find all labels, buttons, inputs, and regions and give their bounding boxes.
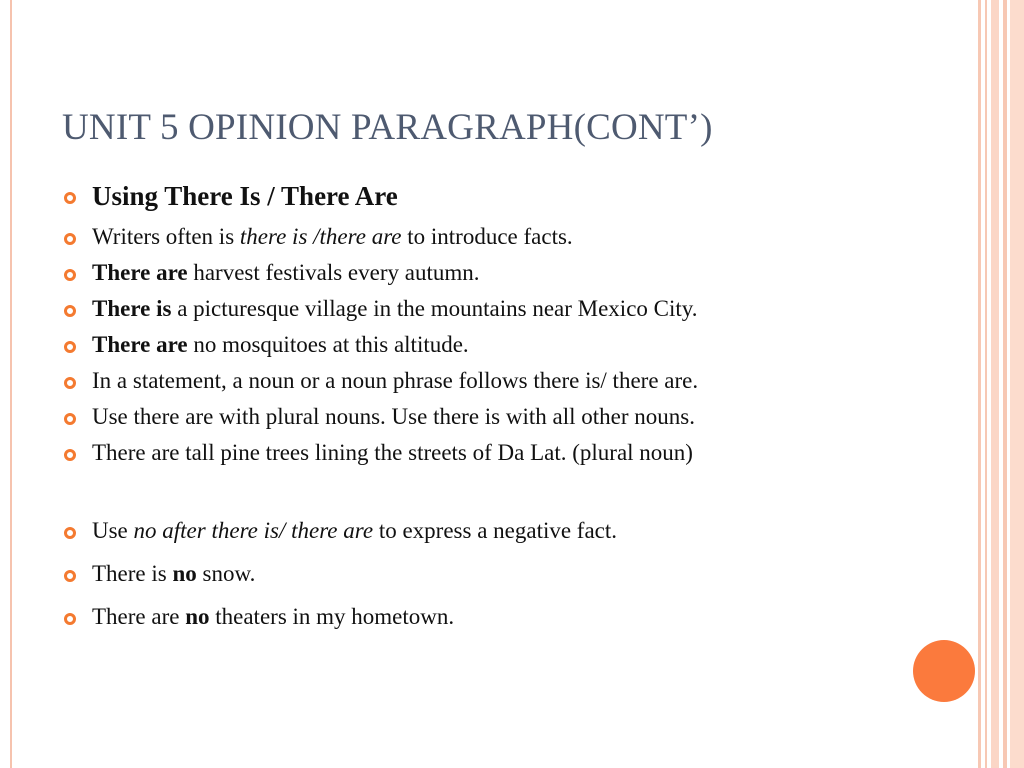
- bullet-circle-icon: [64, 570, 76, 582]
- bullet-circle-icon: [64, 305, 76, 317]
- bullet-text-part: theaters in my hometown.: [209, 604, 455, 629]
- stripe: [1010, 0, 1024, 768]
- bullet-text-part: Use there are with plural nouns. Use there is with all other nouns.: [92, 404, 695, 429]
- bullet-text: [92, 604, 454, 630]
- stripe: [991, 0, 999, 768]
- bullet-text: [92, 260, 479, 286]
- bullet-circle-icon: [64, 233, 76, 245]
- bullet-text-part: no: [185, 604, 210, 629]
- bullet-circle-icon: [64, 413, 76, 425]
- right-decorative-stripes: [978, 0, 1024, 768]
- bullet-circle-icon: [64, 613, 76, 625]
- bullet-text: [92, 296, 698, 322]
- bullet-text: [92, 561, 255, 587]
- bullet-text-part: In a statement, a noun or a noun phrase follows there is/ there are.: [92, 368, 699, 393]
- bullet-circle-icon: [64, 341, 76, 353]
- bullet-text-part: no after there is/ there are: [133, 518, 374, 543]
- bullet-text-part: no: [172, 561, 197, 586]
- bullet-text-part: there is /there are: [239, 224, 402, 249]
- slide-title: UNIT 5 OPINION PARAGRAPH(CONT’): [62, 107, 713, 148]
- bullet-circle-icon: [64, 527, 76, 539]
- bullet-text-part: There are: [92, 260, 188, 285]
- stripe: [985, 0, 987, 768]
- bullet-text-part: There is: [92, 296, 172, 321]
- bullet-circle-icon: [64, 269, 76, 281]
- bullet-text: [92, 224, 573, 250]
- left-border-line: [10, 0, 12, 768]
- bullet-text: [92, 518, 617, 544]
- bullet-text: [92, 404, 695, 430]
- stripe: [1003, 0, 1007, 768]
- decorative-orange-circle: [913, 640, 975, 702]
- bullet-circle-icon: [64, 192, 76, 204]
- bullet-text-part: a picturesque village in the mountains near Mexico City.: [171, 296, 698, 321]
- bullet-text: [92, 368, 698, 394]
- bullet-circle-icon: [64, 377, 76, 389]
- bullet-text: [92, 181, 398, 212]
- bullet-text-part: There are: [92, 604, 186, 629]
- bullet-text-part: Using There Is / There Are: [92, 181, 398, 211]
- bullet-text-part: There are: [92, 332, 188, 357]
- bullet-text-part: harvest festivals every autumn.: [187, 260, 480, 285]
- stripe: [978, 0, 981, 768]
- bullet-text-part: no mosquitoes at this altitude.: [187, 332, 469, 357]
- bullet-text: [92, 332, 469, 358]
- bullet-circle-icon: [64, 449, 76, 461]
- bullet-text: [92, 440, 693, 466]
- bullet-text-part: to introduce facts.: [401, 224, 573, 249]
- bullet-text-part: Use: [92, 518, 134, 543]
- bullet-text-part: There are tall pine trees lining the streets of Da Lat. (plural noun): [92, 440, 693, 465]
- bullet-text-part: snow.: [196, 561, 256, 586]
- bullet-text-part: to express a negative fact.: [373, 518, 618, 543]
- bullet-text-part: There is: [92, 561, 173, 586]
- bullet-text-part: Writers often is: [92, 224, 240, 249]
